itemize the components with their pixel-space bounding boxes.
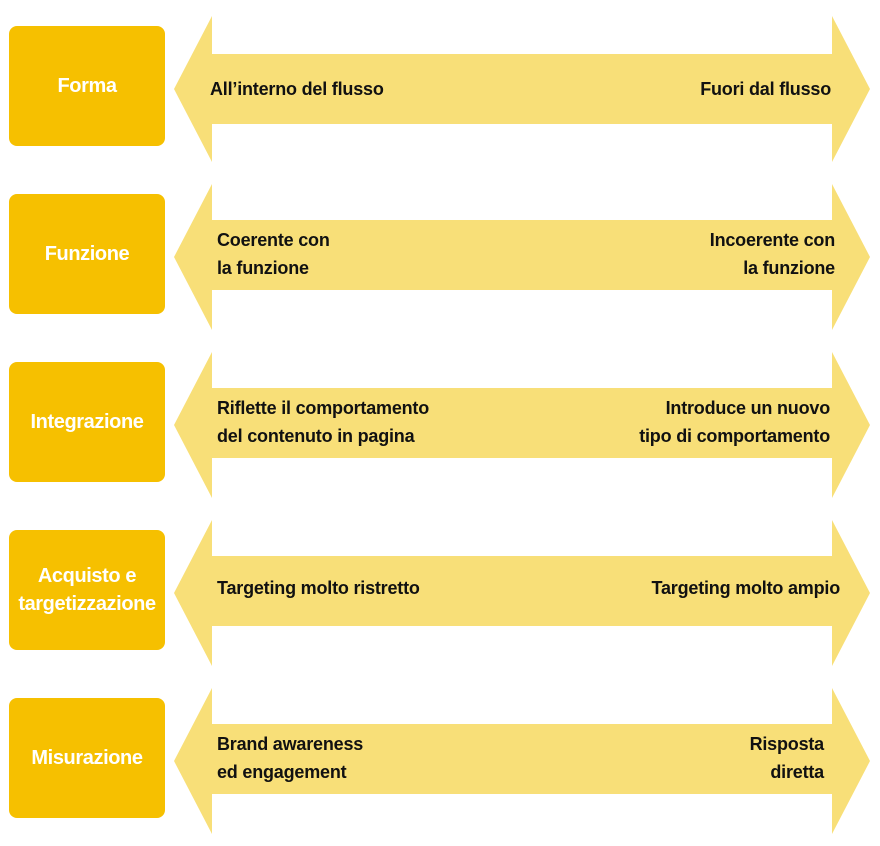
category-box [9,26,165,146]
left-pole-line: Brand awareness [217,734,364,754]
row-forma [0,16,880,162]
left-pole-line: All’interno del flusso [210,79,384,99]
right-pole-label [652,574,840,602]
right-pole-label [639,394,830,450]
category-label-line: Misurazione [31,747,143,769]
left-pole-line: Coerente con [217,230,330,250]
right-pole-line: Incoerente con [709,230,835,250]
category-label-line: Funzione [44,243,130,265]
row-integrazione [0,352,880,498]
category-box [9,362,165,482]
left-pole-label [217,226,330,282]
category-box [9,698,165,818]
right-pole-label [700,75,831,103]
left-pole-label [210,75,384,103]
right-pole-line: diretta [770,762,824,782]
row-misurazione [0,688,880,834]
left-pole-label [217,730,363,786]
right-pole-label [750,730,824,786]
right-pole-line: tipo di comportamento [639,426,830,446]
left-pole-line: del contenuto in pagina [217,426,415,446]
left-pole-line: Targeting molto ristretto [217,578,420,598]
left-pole-line: Riflette il comportamento [217,398,430,418]
left-pole-label [217,574,420,602]
category-label-line: Forma [57,75,117,97]
right-pole-label [710,226,835,282]
row-funzione [0,184,880,330]
row-acquisto-targetizzazione [0,520,880,666]
left-pole-label [217,394,429,450]
category-label-line: Integrazione [30,411,144,433]
right-pole-line: Targeting molto ampio [651,578,840,598]
left-pole-line: la funzione [217,258,309,278]
category-box [9,194,165,314]
left-pole-line: ed engagement [217,762,347,782]
category-label-line: targetizzazione [18,593,156,615]
right-pole-line: Risposta [749,734,824,754]
category-label-line: Acquisto e [37,565,137,587]
right-pole-line: Introduce un nuovo [665,398,830,418]
right-pole-line: la funzione [743,258,835,278]
right-pole-line: Fuori dal flusso [700,79,831,99]
category-box [9,530,165,650]
